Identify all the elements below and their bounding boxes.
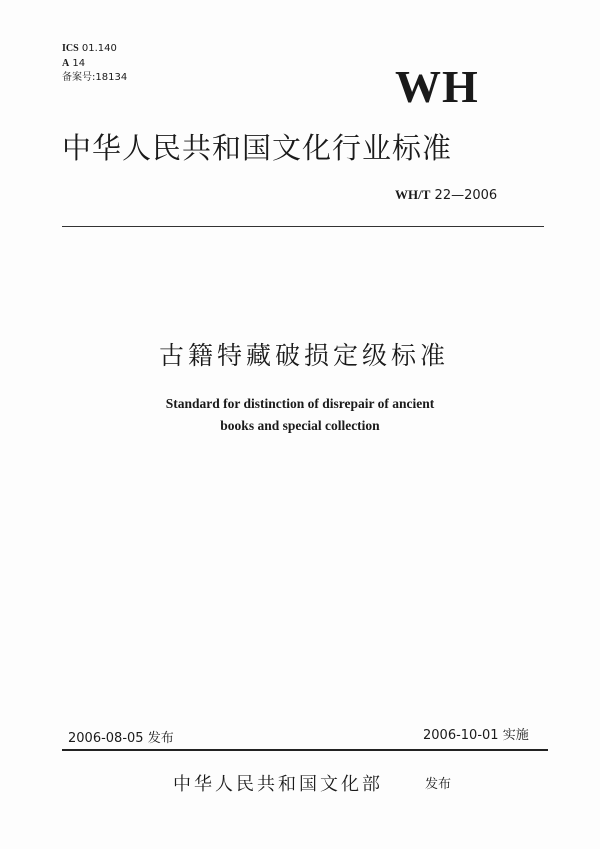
issue-date-label: 发布 — [147, 731, 174, 746]
standard-number — [395, 187, 497, 204]
implementation-date-label: 实施 — [502, 728, 529, 743]
issue-date-value: 2006-08-05 — [68, 731, 144, 746]
bottom-divider — [62, 749, 548, 751]
wh-logo: WH — [395, 61, 479, 112]
issuing-authority: 中华人民共和国文化部 — [173, 774, 383, 795]
top-divider — [62, 226, 544, 227]
issuing-authority-label: 发布 — [425, 777, 452, 792]
classification-value: 14 — [72, 58, 86, 69]
standard-prefix: WH/T — [395, 187, 431, 202]
standard-value: 22—2006 — [434, 188, 498, 203]
industry-standard-title: 中华人民共和国文化行业标准 — [62, 131, 453, 165]
issue-date — [68, 731, 174, 747]
ics-value: 01.140 — [81, 43, 117, 54]
implementation-date-value: 2006-10-01 — [423, 728, 499, 743]
record-label: 备案号: — [62, 72, 96, 83]
implementation-date — [423, 728, 529, 744]
title-en-line2: books and special collection — [220, 418, 380, 433]
document-title-cn: 古籍特藏破损定级标准 — [158, 341, 449, 370]
classification-code — [62, 58, 85, 70]
classification-label: A — [62, 58, 70, 69]
ics-code — [62, 43, 117, 55]
document-title-en — [0, 393, 600, 437]
record-value: 18134 — [95, 72, 128, 83]
title-en-line1: Standard for distinction of disrepair of ancient — [165, 396, 435, 411]
ics-label: ICS — [62, 43, 79, 54]
record-number — [62, 72, 127, 84]
